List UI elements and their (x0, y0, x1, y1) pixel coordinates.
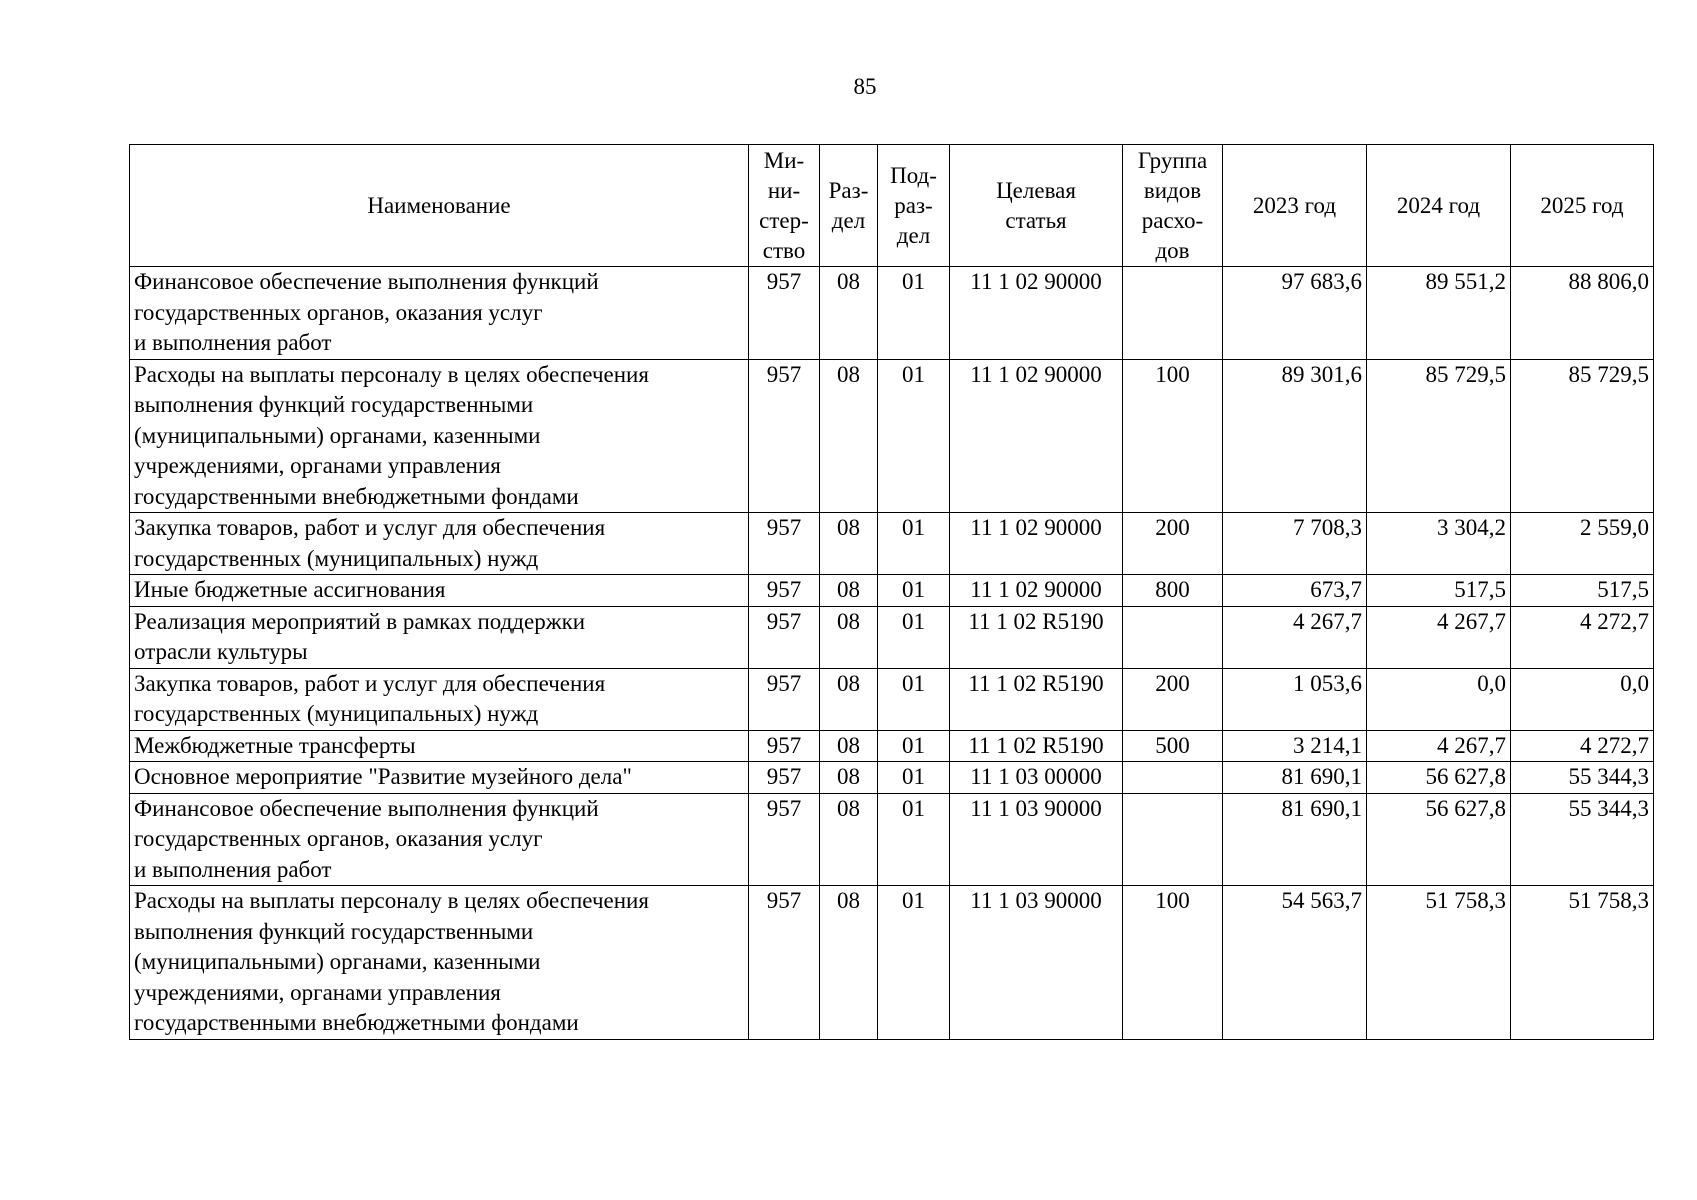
row-2023: 7 708,3 (1223, 513, 1367, 575)
header-group (1123, 145, 1223, 267)
row-target: 11 1 03 00000 (950, 762, 1123, 794)
row-2024: 0,0 (1367, 668, 1511, 730)
row-2023: 54 563,7 (1223, 886, 1367, 1040)
row-ministry: 957 (749, 606, 820, 668)
row-name: Расходы на выплаты персоналу в целях обеспечения выполнения функций государственными (муниципальными) органами, казенными учреждениями, органами управления государственными внебюджетными фондами (130, 359, 749, 513)
row-target: 11 1 02 90000 (950, 513, 1123, 575)
row-subsection: 01 (878, 730, 950, 762)
row-section: 08 (820, 606, 878, 668)
table-row (130, 513, 1654, 575)
row-2024: 4 267,7 (1367, 730, 1511, 762)
row-name: Расходы на выплаты персоналу в целях обеспечения выполнения функций государственными (муниципальными) органами, казенными учреждениями, органами управления государственными внебюджетными фондами (130, 886, 749, 1040)
row-name: Межбюджетные трансферты (130, 730, 749, 762)
row-name: Финансовое обеспечение выполнения функций государственных органов, оказания услуг и выполнения работ (130, 793, 749, 886)
table-row (130, 668, 1654, 730)
row-group (1123, 762, 1223, 794)
row-ministry: 957 (749, 513, 820, 575)
header-row (130, 145, 1654, 267)
row-2025: 51 758,3 (1511, 886, 1654, 1040)
header-group-label: Группа видов расхо- дов (1137, 147, 1208, 263)
header-target-label: Целевая статья (996, 177, 1076, 233)
row-group: 200 (1123, 513, 1223, 575)
row-name: Иные бюджетные ассигнования (130, 575, 749, 607)
row-subsection: 01 (878, 668, 950, 730)
row-2025: 55 344,3 (1511, 762, 1654, 794)
row-2023: 81 690,1 (1223, 793, 1367, 886)
row-name: Реализация мероприятий в рамках поддержки отрасли культуры (130, 606, 749, 668)
table-row (130, 606, 1654, 668)
table-row (130, 267, 1654, 360)
row-2025: 85 729,5 (1511, 359, 1654, 513)
row-2024: 85 729,5 (1367, 359, 1511, 513)
budget-table (129, 144, 1654, 1040)
row-ministry: 957 (749, 668, 820, 730)
header-2025 (1511, 145, 1654, 267)
row-section: 08 (820, 762, 878, 794)
table-row (130, 762, 1654, 794)
row-subsection: 01 (878, 606, 950, 668)
row-2024: 89 551,2 (1367, 267, 1511, 360)
row-target: 11 1 02 R5190 (950, 668, 1123, 730)
row-ministry: 957 (749, 267, 820, 360)
row-section: 08 (820, 793, 878, 886)
header-name (130, 145, 749, 267)
header-2023-label: 2023 год (1252, 192, 1337, 218)
row-2025: 55 344,3 (1511, 793, 1654, 886)
row-name: Основное мероприятие "Развитие музейного дела" (130, 762, 749, 794)
row-section: 08 (820, 668, 878, 730)
row-2024: 4 267,7 (1367, 606, 1511, 668)
row-2023: 97 683,6 (1223, 267, 1367, 360)
row-target: 11 1 03 90000 (950, 793, 1123, 886)
table-body (130, 267, 1654, 1040)
table-row (130, 575, 1654, 607)
row-section: 08 (820, 513, 878, 575)
row-target: 11 1 02 90000 (950, 575, 1123, 607)
table-row (130, 793, 1654, 886)
header-name-label: Наименование (367, 192, 511, 218)
row-subsection: 01 (878, 793, 950, 886)
header-target (950, 145, 1123, 267)
row-target: 11 1 02 R5190 (950, 730, 1123, 762)
row-2023: 81 690,1 (1223, 762, 1367, 794)
row-subsection: 01 (878, 359, 950, 513)
row-2023: 673,7 (1223, 575, 1367, 607)
row-group (1123, 793, 1223, 886)
row-2024: 517,5 (1367, 575, 1511, 607)
row-section: 08 (820, 267, 878, 360)
row-section: 08 (820, 575, 878, 607)
row-subsection: 01 (878, 513, 950, 575)
row-group: 800 (1123, 575, 1223, 607)
row-group (1123, 267, 1223, 360)
row-2023: 3 214,1 (1223, 730, 1367, 762)
row-2025: 4 272,7 (1511, 730, 1654, 762)
table-row (130, 730, 1654, 762)
header-ministry-label: Ми- ни- стер- ство (759, 147, 809, 263)
header-ministry (749, 145, 820, 267)
header-subsection-label: Под- раз- дел (890, 162, 937, 248)
row-target: 11 1 02 90000 (950, 359, 1123, 513)
header-section-label: Раз- дел (828, 177, 869, 233)
table-row (130, 359, 1654, 513)
row-2025: 88 806,0 (1511, 267, 1654, 360)
page-number: 85 (853, 74, 877, 99)
row-2024: 51 758,3 (1367, 886, 1511, 1040)
row-ministry: 957 (749, 886, 820, 1040)
header-2025-label: 2025 год (1540, 192, 1624, 218)
row-ministry: 957 (749, 730, 820, 762)
table-row (130, 886, 1654, 1040)
row-2023: 89 301,6 (1223, 359, 1367, 513)
row-target: 11 1 02 90000 (950, 267, 1123, 360)
row-ministry: 957 (749, 575, 820, 607)
row-2025: 2 559,0 (1511, 513, 1654, 575)
header-2023 (1223, 145, 1367, 267)
row-section: 08 (820, 730, 878, 762)
table-header (130, 145, 1654, 267)
row-ministry: 957 (749, 359, 820, 513)
row-section: 08 (820, 359, 878, 513)
header-subsection (878, 145, 950, 267)
row-2025: 517,5 (1511, 575, 1654, 607)
row-name: Финансовое обеспечение выполнения функций государственных органов, оказания услуг и выполнения работ (130, 267, 749, 360)
row-2023: 4 267,7 (1223, 606, 1367, 668)
row-2023: 1 053,6 (1223, 668, 1367, 730)
row-2024: 56 627,8 (1367, 762, 1511, 794)
header-section (820, 145, 878, 267)
row-section: 08 (820, 886, 878, 1040)
row-2024: 3 304,2 (1367, 513, 1511, 575)
header-2024 (1367, 145, 1511, 267)
row-subsection: 01 (878, 886, 950, 1040)
row-2024: 56 627,8 (1367, 793, 1511, 886)
row-target: 11 1 03 90000 (950, 886, 1123, 1040)
header-2024-label: 2024 год (1396, 192, 1481, 218)
row-ministry: 957 (749, 793, 820, 886)
row-group: 100 (1123, 886, 1223, 1040)
row-group: 100 (1123, 359, 1223, 513)
row-ministry: 957 (749, 762, 820, 794)
row-2025: 4 272,7 (1511, 606, 1654, 668)
row-subsection: 01 (878, 575, 950, 607)
row-subsection: 01 (878, 762, 950, 794)
row-group (1123, 606, 1223, 668)
row-target: 11 1 02 R5190 (950, 606, 1123, 668)
row-name: Закупка товаров, работ и услуг для обеспечения государственных (муниципальных) нужд (130, 513, 749, 575)
row-subsection: 01 (878, 267, 950, 360)
row-2025: 0,0 (1511, 668, 1654, 730)
row-group: 500 (1123, 730, 1223, 762)
row-name: Закупка товаров, работ и услуг для обеспечения государственных (муниципальных) нужд (130, 668, 749, 730)
row-group: 200 (1123, 668, 1223, 730)
